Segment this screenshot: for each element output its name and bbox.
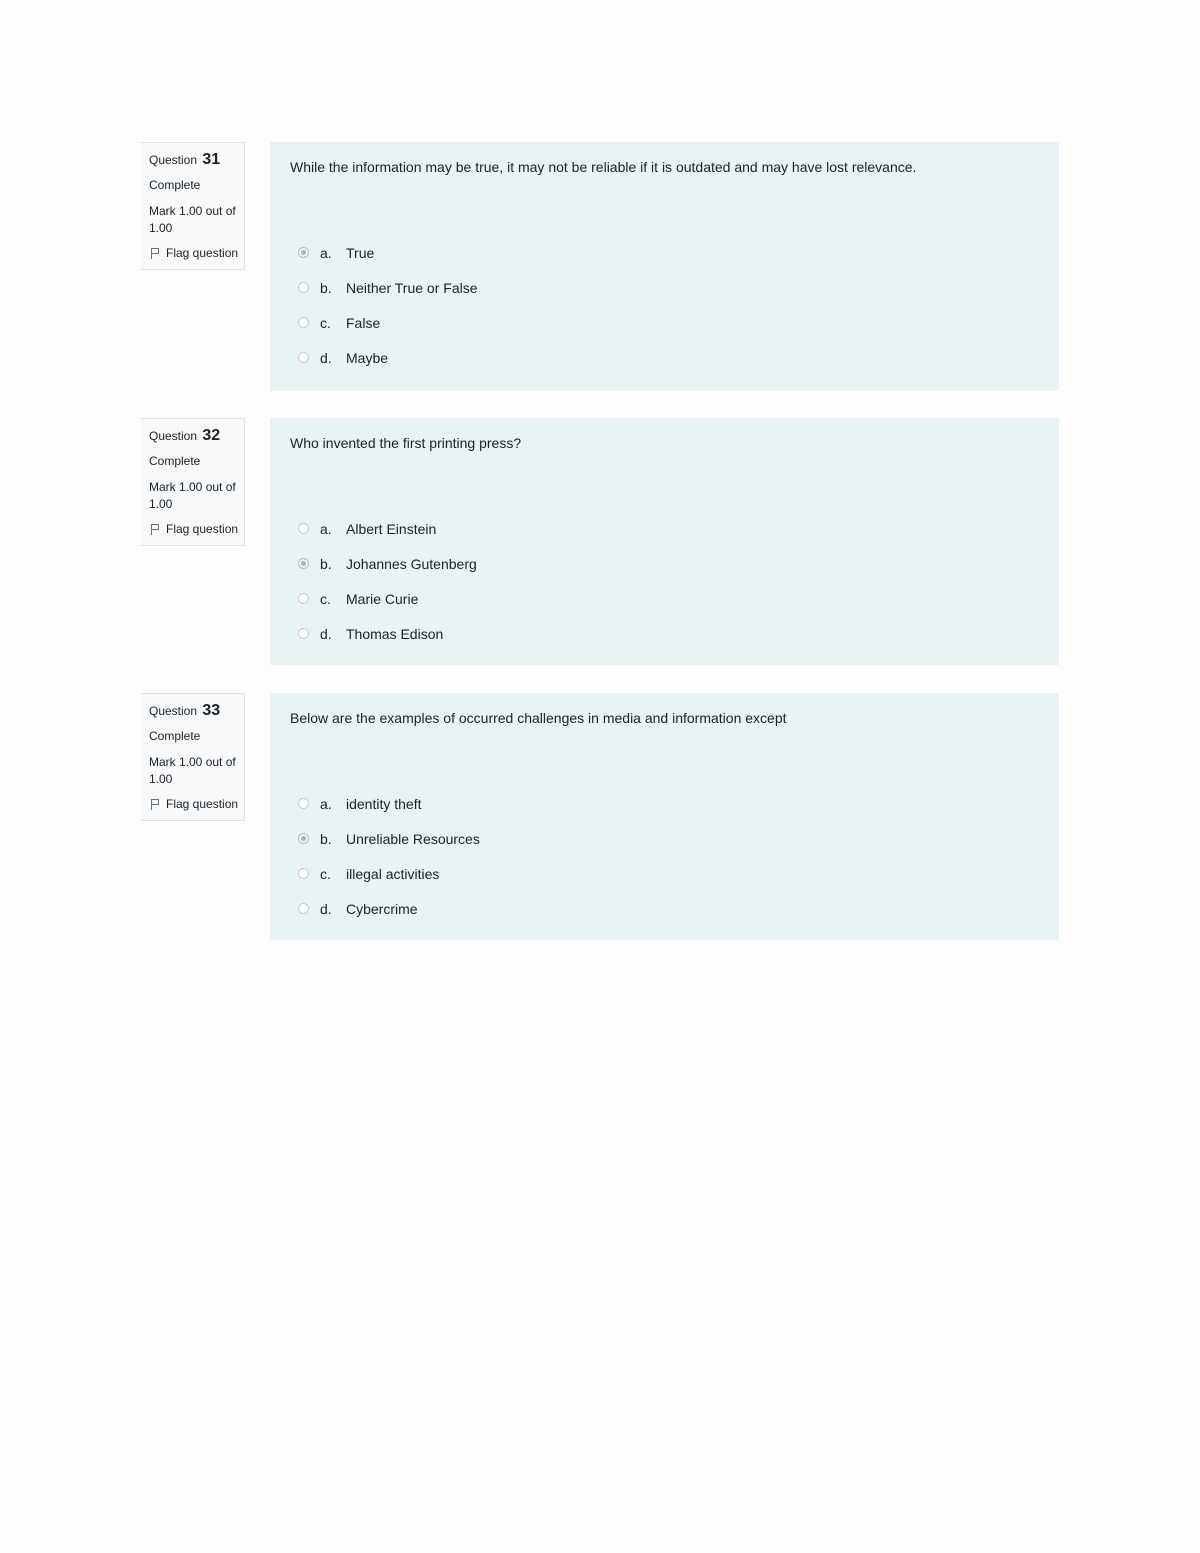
answer-option-b[interactable] [290,821,1039,856]
question-number: 33 [202,702,221,719]
answer-option-d[interactable] [290,340,1039,375]
flag-question-label: Flag question [166,522,239,536]
question-label: Question [149,429,198,443]
question-state: Complete [149,729,201,743]
option-text: Neither True or False [346,279,478,296]
answer-option-b[interactable] [290,546,1039,581]
question-grade: Mark 1.00 out of 1.00 [149,204,236,235]
answer-options [290,235,1039,375]
option-text: Thomas Edison [346,625,444,642]
flag-question-link[interactable] [149,796,244,812]
answer-option-d[interactable] [290,616,1039,651]
question-content [270,693,1059,940]
option-letter: a. [320,520,332,537]
question-text: Who invented the first printing press? [290,435,522,451]
flag-icon [149,798,161,810]
radio-button[interactable] [298,798,309,809]
option-letter: d. [320,625,332,642]
flag-icon [149,247,161,259]
answer-option-c[interactable] [290,856,1039,891]
option-letter: b. [320,555,332,572]
question-number: 32 [202,427,221,444]
answer-option-a[interactable] [290,511,1039,546]
radio-button[interactable] [298,903,309,914]
answer-option-b[interactable] [290,270,1039,305]
option-text: illegal activities [346,865,440,882]
question-number-line [149,427,244,445]
radio-button[interactable] [298,247,309,258]
answer-option-a[interactable] [290,235,1039,270]
question-grade: Mark 1.00 out of 1.00 [149,480,236,511]
option-letter: d. [320,349,332,366]
flag-question-label: Flag question [166,246,239,260]
answer-option-c[interactable] [290,305,1039,340]
option-text: Albert Einstein [346,520,437,537]
option-letter: a. [320,244,332,261]
radio-button[interactable] [298,282,309,293]
question-text: Below are the examples of occurred challenges in media and information except [290,710,787,726]
option-text: Cybercrime [346,900,418,917]
flag-question-link[interactable] [149,521,244,537]
radio-button[interactable] [298,317,309,328]
option-letter: b. [320,830,332,847]
option-text: Marie Curie [346,590,419,607]
option-text: True [346,244,375,261]
question-info [141,418,245,546]
option-letter: a. [320,795,332,812]
question-number-line [149,702,244,720]
radio-button[interactable] [298,628,309,639]
option-letter: d. [320,900,332,917]
option-text: False [346,314,381,331]
radio-button[interactable] [298,558,309,569]
answer-option-c[interactable] [290,581,1039,616]
question-state: Complete [149,454,201,468]
option-letter: b. [320,279,332,296]
question-number: 31 [202,151,221,168]
radio-button[interactable] [298,352,309,363]
question-state: Complete [149,178,201,192]
option-letter: c. [320,314,331,331]
radio-button[interactable] [298,868,309,879]
question-content [270,142,1059,391]
option-letter: c. [320,590,331,607]
option-text: Maybe [346,349,389,366]
answer-option-a[interactable] [290,786,1039,821]
question-label: Question [149,153,198,167]
question-number-line [149,151,244,169]
flag-question-label: Flag question [166,797,239,811]
question-label: Question [149,704,198,718]
flag-icon [149,523,161,535]
question-grade: Mark 1.00 out of 1.00 [149,755,236,786]
question-text: While the information may be true, it may not be reliable if it is outdated and may have lost relevance. [290,159,917,175]
question-info [141,693,245,821]
option-text: identity theft [346,795,422,812]
answer-option-d[interactable] [290,891,1039,926]
question-content [270,418,1059,665]
answer-options [290,786,1039,926]
option-text: Johannes Gutenberg [346,555,477,572]
flag-question-link[interactable] [149,245,244,261]
question-info [141,142,245,270]
option-text: Unreliable Resources [346,830,480,847]
radio-button[interactable] [298,833,309,844]
answer-options [290,511,1039,651]
radio-button[interactable] [298,523,309,534]
radio-button[interactable] [298,593,309,604]
option-letter: c. [320,865,331,882]
